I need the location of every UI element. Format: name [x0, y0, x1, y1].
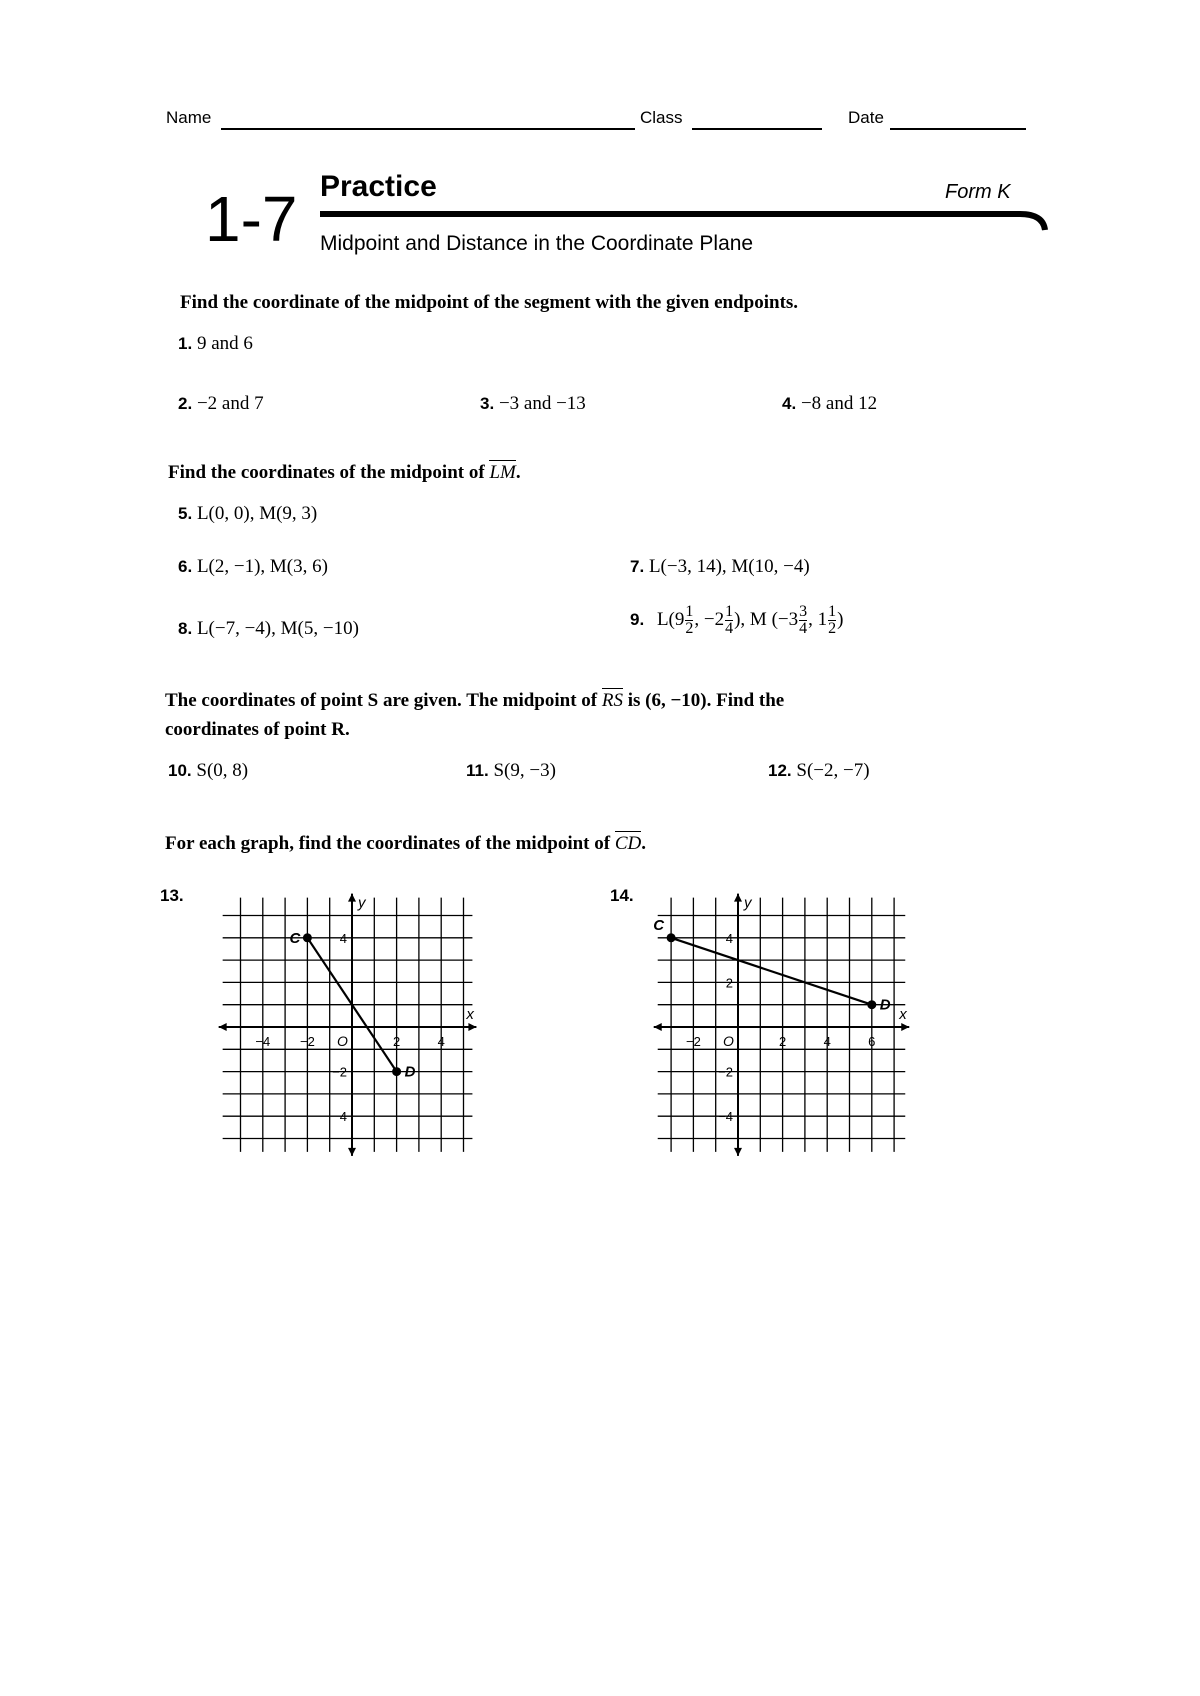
section1-instruction: Find the coordinate of the midpoint of the segment with the given endpoints.: [180, 292, 799, 313]
section4-instruction: For each graph, find the coordinates of the midpoint of CD.: [165, 833, 646, 854]
problem-text: , 1: [808, 608, 828, 630]
segment-rs: RS: [601, 690, 623, 711]
y-tick-label: 2: [725, 975, 733, 991]
x-tick-label: 4: [437, 1034, 445, 1049]
problem-1: [178, 333, 253, 355]
problem-13-number: 13.: [160, 886, 184, 905]
point-d: [867, 1000, 876, 1009]
problem-number: 9.: [630, 609, 645, 629]
instruction-suffix: .: [515, 462, 521, 483]
date-label: Date: [848, 108, 884, 127]
problem-number: 4.: [782, 394, 797, 413]
point-d: [392, 1067, 401, 1076]
problem-number: 12.: [768, 761, 792, 780]
problem-3: [480, 393, 586, 415]
problem-text: −3 and −13: [498, 393, 586, 414]
x-tick-label: 2: [778, 1034, 787, 1049]
y-axis-label: y: [358, 894, 366, 912]
problem-number: 3.: [480, 394, 495, 413]
segment-lm: LM: [489, 462, 516, 483]
x-tick-label: −4: [255, 1034, 271, 1049]
subtitle: Midpoint and Distance in the Coordinate Plane: [320, 232, 754, 255]
problem-4: [782, 393, 877, 415]
problem-2: [178, 393, 264, 415]
problem-text: , −2: [694, 608, 725, 630]
origin-label: O: [723, 1033, 734, 1049]
segment-cd: [671, 938, 872, 1005]
name-field[interactable]: [221, 128, 635, 130]
fraction: $\frac{1}{2}$: [828, 603, 837, 637]
problem-text: −2 and 7: [196, 393, 264, 414]
fraction: $\frac{1}{2}$: [685, 603, 694, 637]
y-axis-arrow-down: [348, 1148, 356, 1156]
y-tick-label: 4: [339, 1109, 347, 1125]
instruction-line-1: The coordinates of point S are given. The midpoint of RS is (6, −10). Find the: [165, 690, 785, 711]
x-axis-arrow-left: [654, 1023, 662, 1031]
problem-number: 10.: [168, 761, 192, 780]
point-label-d: D: [879, 996, 891, 1014]
y-tick-label: 4: [725, 930, 733, 946]
problem-number: 8.: [178, 619, 193, 638]
fraction: $\frac{1}{4}$: [725, 603, 734, 637]
instruction-line-2: coordinates of point R.: [165, 719, 350, 740]
practice-title: Practice: [320, 170, 437, 203]
x-tick-label: −2: [299, 1034, 315, 1049]
problem-text: L(−3, 14), M(10, −4): [648, 556, 810, 577]
problem-7: [630, 556, 810, 578]
x-axis-arrow-right: [468, 1023, 476, 1031]
problem-text: ), M (−3: [734, 608, 799, 630]
graph-14: [650, 890, 932, 1172]
instruction-text: Find the coordinates of the midpoint of: [168, 462, 485, 483]
origin-label: O: [337, 1033, 348, 1049]
date-field[interactable]: [890, 128, 1026, 130]
y-axis-arrow-up: [348, 894, 356, 902]
fraction: $\frac{3}{4}$: [799, 603, 808, 637]
lesson-number: 1-7: [205, 183, 298, 255]
section3-instruction: [165, 686, 784, 744]
x-axis-arrow-right: [901, 1023, 909, 1031]
problem-text: −8 and 12: [800, 393, 878, 414]
problem-12: [768, 760, 870, 782]
x-tick-label: 4: [823, 1034, 831, 1049]
problem-9: [630, 604, 843, 637]
graph-13: [210, 890, 490, 1172]
problem-number: 1.: [178, 334, 193, 353]
point-c: [303, 933, 312, 942]
y-axis-arrow-down: [734, 1148, 742, 1156]
problem-text: L(0, 0), M(9, 3): [196, 503, 318, 524]
x-axis-label: x: [466, 1006, 474, 1023]
point-label-c: C: [289, 929, 301, 947]
problem-text: L(2, −1), M(3, 6): [196, 556, 328, 577]
section2-instruction: [168, 458, 521, 487]
problem-11: [466, 760, 556, 782]
problem-number: 5.: [178, 504, 193, 523]
problem-number: 11.: [466, 761, 489, 780]
problem-text: 9 and 6: [196, 333, 253, 354]
problem-text: S(9, −3): [493, 760, 556, 781]
point-c: [667, 933, 676, 942]
y-tick-label: −2: [718, 1064, 733, 1080]
problem-number: 6.: [178, 557, 193, 576]
problem-text: L(−7, −4), M(5, −10): [196, 618, 359, 639]
problem-text: S(−2, −7): [796, 760, 870, 781]
x-axis-arrow-left: [219, 1023, 227, 1031]
problem-6: [178, 556, 328, 578]
segment-cd: CD: [614, 833, 642, 854]
problem-5: [178, 503, 317, 525]
y-axis-arrow-up: [734, 894, 742, 902]
problem-8: [178, 618, 359, 640]
x-axis-label: x: [899, 1006, 907, 1023]
class-field[interactable]: [692, 128, 822, 130]
y-axis-label: y: [744, 894, 752, 912]
y-tick-label: 4: [339, 930, 347, 946]
problem-text: ): [837, 608, 844, 630]
form-label: Form K: [945, 181, 1011, 203]
y-tick-label: −4: [718, 1109, 733, 1125]
problem-text: S(0, 8): [196, 760, 249, 781]
problem-10: [168, 760, 248, 782]
y-tick-label: −2: [332, 1064, 347, 1080]
point-label-c: C: [653, 916, 665, 934]
x-tick-label: 6: [868, 1034, 876, 1049]
problem-14-number: 14.: [610, 886, 634, 905]
problem-number: 7.: [630, 557, 645, 576]
problem-number: 2.: [178, 394, 193, 413]
class-label: Class: [640, 108, 683, 127]
name-label: Name: [166, 108, 212, 127]
x-tick-label: −2: [685, 1034, 701, 1049]
x-tick-label: 2: [392, 1034, 401, 1049]
problem-text: L(9: [656, 608, 685, 630]
point-label-d: D: [404, 1063, 416, 1081]
